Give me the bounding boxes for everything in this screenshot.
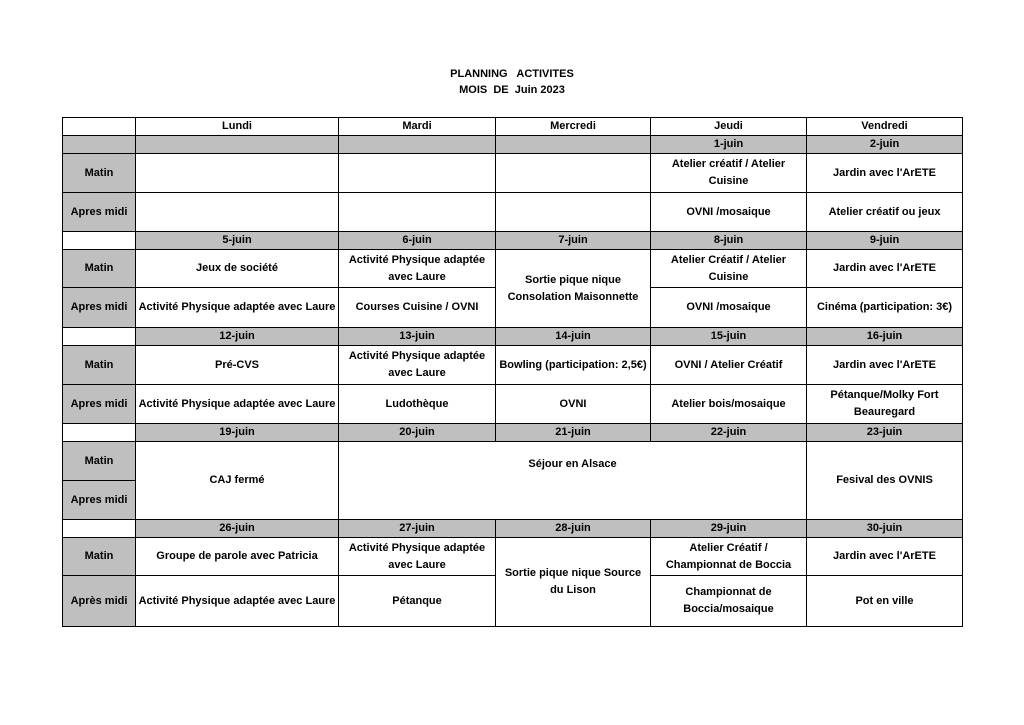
activity-cell: Activité Physique adaptée avec Laure (136, 576, 339, 627)
date-cell: 9-juin (807, 232, 963, 250)
activity-cell: Atelier bois/mosaique (651, 385, 807, 424)
activity-cell: Activité Physique adaptée avec Laure (339, 250, 496, 288)
activity-cell: Activité Physique adaptée avec Laure (339, 346, 496, 385)
activity-cell: OVNI /mosaique (651, 193, 807, 232)
slot-label: Matin (63, 250, 136, 288)
date-cell: 23-juin (807, 424, 963, 442)
date-row (63, 232, 963, 250)
date-row-label (63, 520, 136, 538)
date-row (63, 136, 963, 154)
date-cell: 12-juin (136, 328, 339, 346)
matin-row (63, 154, 963, 193)
slot-label: Matin (63, 538, 136, 576)
activity-cell-merged: Sortie pique nique Source du Lison (496, 538, 651, 627)
activity-cell (339, 193, 496, 232)
activity-cell: Groupe de parole avec Patricia (136, 538, 339, 576)
date-row (63, 520, 963, 538)
activity-cell: Championnat de Boccia/mosaique (651, 576, 807, 627)
date-cell: 20-juin (339, 424, 496, 442)
matin-row (63, 442, 963, 481)
slot-label: Apres midi (63, 193, 136, 232)
slot-label: Matin (63, 154, 136, 193)
slot-label: Apres midi (63, 288, 136, 328)
date-cell: 2-juin (807, 136, 963, 154)
matin-row (63, 346, 963, 385)
date-cell: 22-juin (651, 424, 807, 442)
date-cell: 13-juin (339, 328, 496, 346)
activity-cell-merged: Fesival des OVNIS (807, 442, 963, 520)
activity-cell: Atelier créatif / Atelier Cuisine (651, 154, 807, 193)
date-cell: 27-juin (339, 520, 496, 538)
activity-cell (496, 193, 651, 232)
activity-cell (496, 154, 651, 193)
date-cell: 5-juin (136, 232, 339, 250)
activity-cell (136, 154, 339, 193)
activity-cell: Activité Physique adaptée avec Laure (136, 288, 339, 328)
activity-cell: Bowling (participation: 2,5€) (496, 346, 651, 385)
activity-cell: Activité Physique adaptée avec Laure (339, 538, 496, 576)
activity-cell: Jardin avec l'ArETE (807, 538, 963, 576)
slot-label: Matin (63, 346, 136, 385)
planning-title: PLANNING ACTIVITES (450, 68, 574, 80)
activity-cell: Jardin avec l'ArETE (807, 250, 963, 288)
date-cell: 29-juin (651, 520, 807, 538)
activity-cell: Cinéma (participation: 3€) (807, 288, 963, 328)
date-row-label (63, 136, 136, 154)
day-header: Lundi (136, 118, 339, 136)
activity-cell: Atelier créatif ou jeux (807, 193, 963, 232)
date-row-label (63, 424, 136, 442)
activity-cell: OVNI (496, 385, 651, 424)
day-header: Jeudi (651, 118, 807, 136)
date-row-label (63, 328, 136, 346)
day-header: Vendredi (807, 118, 963, 136)
date-cell: 14-juin (496, 328, 651, 346)
apres-midi-row (63, 193, 963, 232)
slot-label: Apres midi (63, 481, 136, 520)
activity-cell: Ludothèque (339, 385, 496, 424)
day-header-row (63, 118, 963, 136)
activity-cell: Pré-CVS (136, 346, 339, 385)
activity-cell (136, 193, 339, 232)
date-cell: 16-juin (807, 328, 963, 346)
slot-label: Apres midi (63, 385, 136, 424)
activity-cell: Jardin avec l'ArETE (807, 346, 963, 385)
matin-row (63, 538, 963, 576)
corner-cell (63, 118, 136, 136)
activity-cell: Atelier Créatif / Atelier Cuisine (651, 250, 807, 288)
activity-cell: Pétanque (339, 576, 496, 627)
day-header: Mercredi (496, 118, 651, 136)
activity-cell-merged: CAJ fermé (136, 442, 339, 520)
date-cell (136, 136, 339, 154)
activity-cell: Pétanque/Molky Fort Beauregard (807, 385, 963, 424)
date-cell (496, 136, 651, 154)
date-cell: 1-juin (651, 136, 807, 154)
planning-table (62, 117, 963, 627)
date-cell: 21-juin (496, 424, 651, 442)
activity-cell-merged: Séjour en Alsace (339, 442, 807, 520)
date-row-label (63, 232, 136, 250)
apres-midi-row (63, 385, 963, 424)
date-row (63, 424, 963, 442)
activity-cell: Jardin avec l'ArETE (807, 154, 963, 193)
activity-cell: Atelier Créatif / Championnat de Boccia (651, 538, 807, 576)
date-cell: 6-juin (339, 232, 496, 250)
month-title: MOIS DE Juin 2023 (459, 84, 565, 96)
date-cell: 15-juin (651, 328, 807, 346)
activity-cell: OVNI / Atelier Créatif (651, 346, 807, 385)
date-row (63, 328, 963, 346)
date-cell: 30-juin (807, 520, 963, 538)
slot-label: Après midi (63, 576, 136, 627)
activity-cell: Activité Physique adaptée avec Laure (136, 385, 339, 424)
activity-cell-merged: Sortie pique nique Consolation Maisonnette (496, 250, 651, 328)
slot-label: Matin (63, 442, 136, 481)
date-cell: 7-juin (496, 232, 651, 250)
activity-cell: OVNI /mosaique (651, 288, 807, 328)
date-cell: 28-juin (496, 520, 651, 538)
activity-cell: Courses Cuisine / OVNI (339, 288, 496, 328)
date-cell (339, 136, 496, 154)
activity-cell: Jeux de société (136, 250, 339, 288)
day-header: Mardi (339, 118, 496, 136)
date-cell: 8-juin (651, 232, 807, 250)
matin-row (63, 250, 963, 288)
activity-cell: Pot en ville (807, 576, 963, 627)
date-cell: 19-juin (136, 424, 339, 442)
date-cell: 26-juin (136, 520, 339, 538)
activity-cell (339, 154, 496, 193)
